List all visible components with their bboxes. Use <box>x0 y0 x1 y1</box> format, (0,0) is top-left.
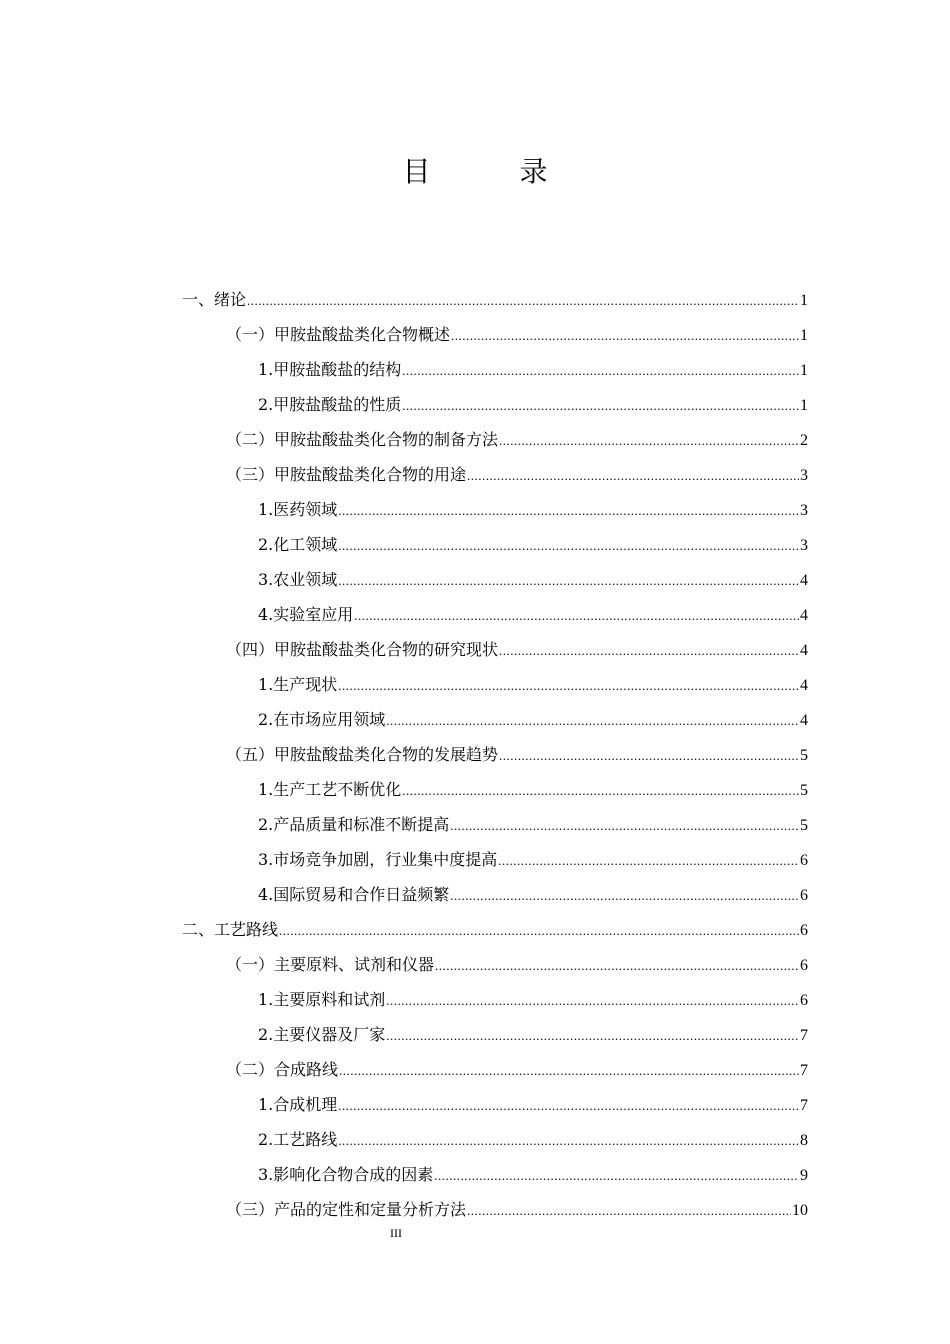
toc-dot-leader <box>386 983 799 1018</box>
toc-entry[interactable] <box>182 702 808 737</box>
toc-dot-leader <box>467 1193 791 1228</box>
toc-entry-label: （五）甲胺盐酸盐类化合物的发展趋势 <box>226 745 499 764</box>
toc-dot-leader <box>338 668 799 703</box>
toc-entry-label: 2.产品质量和标准不断提高 <box>258 815 450 834</box>
toc-entry[interactable] <box>182 597 808 632</box>
toc-entry-page: 4 <box>800 677 808 694</box>
toc-entry[interactable] <box>182 282 808 317</box>
toc-entry-page: 8 <box>800 1132 808 1149</box>
toc-entry-label: 二、工艺路线 <box>182 920 279 939</box>
toc-entry-page: 7 <box>800 1097 808 1114</box>
toc-entry-page: 1 <box>800 292 808 309</box>
toc-dot-leader <box>338 493 799 528</box>
toc-entry-label: 3.影响化合物合成的因素 <box>258 1165 434 1184</box>
toc-entry[interactable] <box>182 562 808 597</box>
toc-entry-page: 4 <box>800 607 808 624</box>
toc-dot-leader <box>499 423 799 458</box>
toc-entry[interactable] <box>182 422 808 457</box>
toc-entry-page: 1 <box>800 327 808 344</box>
toc-dot-leader <box>402 773 799 808</box>
toc-entry[interactable] <box>182 317 808 352</box>
toc-entry-label: （一）主要原料、试剂和仪器 <box>226 955 435 974</box>
toc-dot-leader <box>498 843 799 878</box>
toc-entry[interactable] <box>182 1017 808 1052</box>
toc-entry[interactable] <box>182 632 808 667</box>
toc-entry-label: 2.工艺路线 <box>258 1130 338 1149</box>
toc-dot-leader <box>338 1088 799 1123</box>
toc-entry-label: 1.合成机理 <box>258 1095 338 1114</box>
toc-entry-page: 5 <box>800 782 808 799</box>
toc-dot-leader <box>435 948 799 983</box>
toc-entry-page: 6 <box>800 992 808 1009</box>
toc-entry[interactable] <box>182 492 808 527</box>
toc-entry-page: 5 <box>800 747 808 764</box>
toc-entry-label: 1.生产现状 <box>258 675 338 694</box>
toc-entry[interactable] <box>182 912 808 947</box>
toc-entry-page: 10 <box>792 1202 808 1219</box>
page-number: III <box>390 1226 402 1240</box>
toc-entry[interactable] <box>182 877 808 912</box>
toc-entry-label: 2.主要仪器及厂家 <box>258 1025 386 1044</box>
toc-entry[interactable] <box>182 387 808 422</box>
toc-dot-leader <box>402 388 799 423</box>
toc-entry[interactable] <box>182 982 808 1017</box>
toc-dot-leader <box>247 283 799 318</box>
toc-entry-label: （二）合成路线 <box>226 1060 339 1079</box>
toc-entry-label: 1.生产工艺不断优化 <box>258 780 402 799</box>
toc-entry[interactable] <box>182 947 808 982</box>
toc-entry[interactable] <box>182 1157 808 1192</box>
toc-dot-leader <box>467 458 799 493</box>
toc-dot-leader <box>450 808 799 843</box>
toc-entry[interactable] <box>182 807 808 842</box>
toc-entry-label: 一、绪论 <box>182 290 247 309</box>
toc-dot-leader <box>279 913 799 948</box>
page-title: 目 录 <box>402 155 588 188</box>
toc-entry[interactable] <box>182 667 808 702</box>
toc-entry-label: 1.医药领域 <box>258 500 338 519</box>
toc-entry-page: 3 <box>800 537 808 554</box>
toc-dot-leader <box>434 1158 799 1193</box>
toc-entry-page: 4 <box>800 572 808 589</box>
toc-entry[interactable] <box>182 1052 808 1087</box>
toc-entry-label: 4.国际贸易和合作日益频繁 <box>258 885 450 904</box>
toc-entry-page: 4 <box>800 642 808 659</box>
toc-entry-page: 7 <box>800 1027 808 1044</box>
toc-entry-page: 1 <box>800 362 808 379</box>
toc-dot-leader <box>451 318 799 353</box>
toc-entry-page: 6 <box>800 852 808 869</box>
toc-entry-label: （三）产品的定性和定量分析方法 <box>226 1200 467 1219</box>
toc-entry-page: 6 <box>800 887 808 904</box>
toc-dot-leader <box>354 598 799 633</box>
toc-dot-leader <box>386 703 799 738</box>
table-of-contents <box>182 282 808 1227</box>
toc-entry-label: （四）甲胺盐酸盐类化合物的研究现状 <box>226 640 499 659</box>
toc-dot-leader <box>338 563 799 598</box>
toc-entry-page: 7 <box>800 1062 808 1079</box>
toc-dot-leader <box>499 738 799 773</box>
toc-entry-label: （二）甲胺盐酸盐类化合物的制备方法 <box>226 430 499 449</box>
toc-entry-label: 3.农业领域 <box>258 570 338 589</box>
toc-entry[interactable] <box>182 1122 808 1157</box>
toc-entry[interactable] <box>182 842 808 877</box>
toc-entry-page: 2 <box>800 432 808 449</box>
toc-dot-leader <box>386 1018 799 1053</box>
toc-entry-label: 1.甲胺盐酸盐的结构 <box>258 360 402 379</box>
toc-entry-page: 6 <box>800 922 808 939</box>
toc-entry-label: 2.在市场应用领域 <box>258 710 386 729</box>
toc-dot-leader <box>450 878 799 913</box>
toc-entry[interactable] <box>182 457 808 492</box>
toc-dot-leader <box>402 353 799 388</box>
toc-dot-leader <box>499 633 799 668</box>
toc-entry-label: 2.甲胺盐酸盐的性质 <box>258 395 402 414</box>
toc-entry-page: 5 <box>800 817 808 834</box>
toc-entry-label: 2.化工领域 <box>258 535 338 554</box>
toc-entry[interactable] <box>182 527 808 562</box>
toc-entry-page: 3 <box>800 467 808 484</box>
toc-entry[interactable] <box>182 1192 808 1227</box>
toc-entry-page: 4 <box>800 712 808 729</box>
toc-entry-page: 1 <box>800 397 808 414</box>
toc-entry-page: 9 <box>800 1167 808 1184</box>
toc-entry-label: 4.实验室应用 <box>258 605 354 624</box>
toc-dot-leader <box>338 1123 799 1158</box>
toc-entry[interactable] <box>182 772 808 807</box>
toc-entry-page: 6 <box>800 957 808 974</box>
toc-entry-label: 1.主要原料和试剂 <box>258 990 386 1009</box>
toc-entry[interactable] <box>182 737 808 772</box>
toc-entry[interactable] <box>182 352 808 387</box>
toc-dot-leader <box>338 528 799 563</box>
toc-entry-label: （三）甲胺盐酸盐类化合物的用途 <box>226 465 467 484</box>
toc-entry-page: 3 <box>800 502 808 519</box>
toc-entry-label: （一）甲胺盐酸盐类化合物概述 <box>226 325 451 344</box>
toc-dot-leader <box>339 1053 799 1088</box>
toc-entry-label: 3.市场竞争加剧，行业集中度提高 <box>258 850 498 869</box>
toc-entry[interactable] <box>182 1087 808 1122</box>
